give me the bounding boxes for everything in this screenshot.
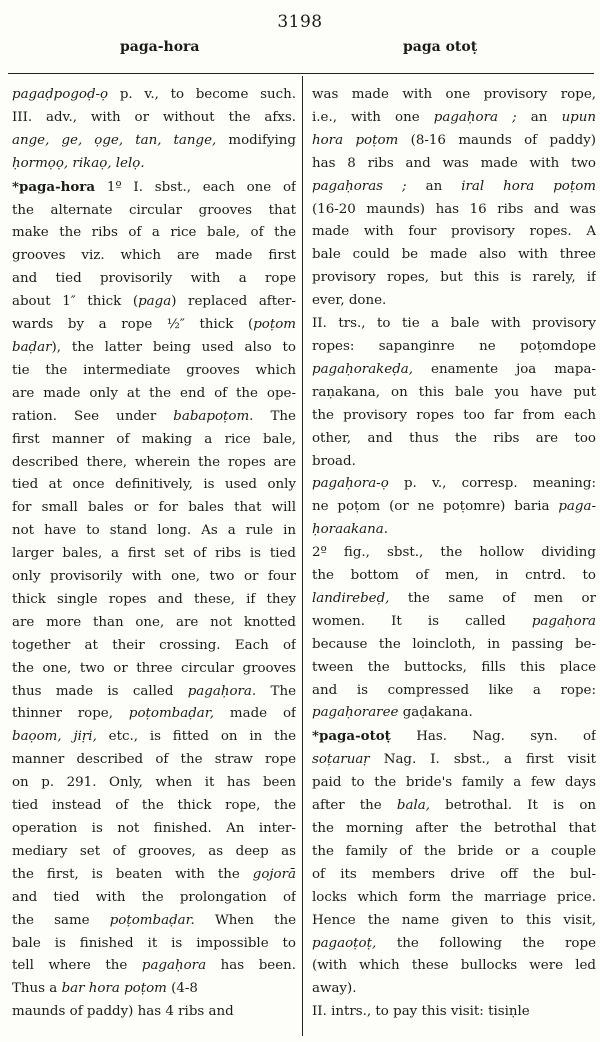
text-line <box>12 955 296 978</box>
text-line <box>312 795 596 818</box>
text-line <box>312 887 596 910</box>
text-run: 2º fig., sbst., the hollow dividing <box>312 545 596 561</box>
text-line <box>312 588 596 611</box>
text-run: betrothal. It is on <box>429 798 596 814</box>
text-run: was made with one provisory rope, <box>312 87 596 102</box>
text-line <box>12 589 296 612</box>
text-run: and is compressed like a rope: <box>312 682 596 698</box>
text-run: ration. See under <box>12 408 174 424</box>
text-run: etc., is fitted on in the <box>96 729 296 745</box>
text-line <box>312 336 596 359</box>
text-line <box>12 772 296 795</box>
text-run: Thus a <box>12 981 62 997</box>
text-run: locks which form the marriage price. <box>312 889 596 905</box>
text-line <box>312 772 596 795</box>
text-line <box>312 955 596 978</box>
italic-term: pagaḥora-ọ <box>312 476 389 492</box>
text-line <box>312 244 596 267</box>
text-run: together at their crossing. Each of <box>12 637 296 653</box>
italic-term: pagaḥoras ; <box>312 178 407 194</box>
text-run: the bottom of men, in cntrd. to <box>312 568 596 584</box>
text-line <box>312 657 596 680</box>
column-divider <box>302 76 303 1036</box>
italic-term: pagaḥorakeḍa, <box>312 361 414 377</box>
text-run: has been. <box>206 958 296 974</box>
italic-term: paga <box>138 294 172 310</box>
text-line <box>12 337 296 360</box>
text-line <box>12 543 296 566</box>
italic-term: pagaḥora. <box>187 683 257 699</box>
italic-term: babapoṭom. <box>173 408 254 424</box>
text-line <box>312 290 596 313</box>
text-run: thinner rope, <box>12 706 129 722</box>
text-line <box>12 200 296 223</box>
text-run: the same <box>12 912 110 928</box>
text-line <box>12 841 296 864</box>
text-line <box>312 130 596 153</box>
text-run: because the loincloth, in passing be- <box>312 636 596 652</box>
text-line <box>12 222 296 245</box>
running-head-right: paga otoṭ <box>403 39 478 55</box>
entry-headword: *paga-otoṭ <box>312 728 391 745</box>
italic-term: soṭaruaṛ <box>312 752 370 768</box>
text-line <box>12 268 296 291</box>
text-line <box>312 841 596 864</box>
text-run: the alternate circular grooves that <box>12 202 296 218</box>
text-run: an <box>516 109 562 125</box>
text-run: The <box>253 408 296 424</box>
text-run: about 1″ thick ( <box>12 294 139 310</box>
text-line <box>312 933 596 956</box>
italic-term: pagaḥoraree <box>312 705 399 721</box>
text-line <box>312 451 596 474</box>
text-run: tween the buttocks, fills this place <box>312 659 596 675</box>
italic-term: paga- <box>558 499 596 515</box>
text-run: first manner of making a rice bale, <box>12 431 296 447</box>
text-run: the first, is beaten with the <box>12 866 253 882</box>
text-run: are made only at the end of the ope- <box>12 385 296 401</box>
text-run: When the <box>194 912 296 928</box>
italic-term: pagaḥora ; <box>433 109 517 125</box>
text-run: ) replaced after- <box>171 294 296 310</box>
text-line <box>312 382 596 405</box>
text-run: provisory ropes, but this is rarely, if <box>312 270 596 286</box>
text-line <box>312 84 596 107</box>
text-run: mediary set of grooves, as deep as <box>12 843 296 859</box>
italic-term: bala, <box>396 798 430 814</box>
text-run: III. adv., with or without the afxs. <box>12 109 296 125</box>
text-run: thus made is called <box>12 683 188 699</box>
text-run: broad. <box>312 453 356 469</box>
italic-term: poṭom <box>253 317 296 333</box>
text-line <box>312 725 596 749</box>
text-line <box>12 291 296 314</box>
text-run: grooves viz. which are made first <box>12 248 296 264</box>
text-line <box>312 473 596 496</box>
text-run: ne poṭom (or ne poṭomre) baria <box>312 499 559 515</box>
text-run: tie the intermediate grooves which <box>12 362 296 378</box>
text-line <box>312 702 596 725</box>
text-run: an <box>406 178 462 194</box>
text-run: and tied with the prolongation of <box>12 889 296 905</box>
text-run: p. v., to become such. <box>108 87 296 102</box>
text-line <box>312 176 596 199</box>
text-line <box>12 520 296 543</box>
text-line <box>312 542 596 565</box>
italic-term: poṭombaḍar, <box>128 706 214 722</box>
text-line <box>12 429 296 452</box>
text-line <box>312 221 596 244</box>
italic-term: bar hora poṭom <box>61 981 167 997</box>
text-run: raṇakana, on this bale you have put <box>312 384 596 400</box>
text-line <box>12 314 296 337</box>
text-run: the one, two or three circular grooves <box>12 660 296 676</box>
text-run: the following the rope <box>376 935 596 951</box>
text-run: make the ribs of a rice bale, of the <box>12 225 296 241</box>
italic-term: baḍar <box>12 339 52 355</box>
text-run: bale is finished it is impossible to <box>12 935 296 951</box>
text-run: 1º I. sbst., each one of <box>95 179 296 195</box>
text-run: (with which these bullocks were led <box>312 958 596 974</box>
page-number: 3198 <box>277 12 323 32</box>
header-rule <box>8 73 594 74</box>
text-line <box>312 680 596 703</box>
text-line <box>312 267 596 290</box>
text-run: (8-16 maunds of paddy) <box>398 132 596 148</box>
text-line <box>12 474 296 497</box>
text-line <box>312 910 596 933</box>
text-run: (4-8 <box>166 981 198 997</box>
italic-term: poṭombaḍar. <box>109 912 195 928</box>
text-run: other, and thus the ribs are too <box>312 430 596 446</box>
text-line <box>12 749 296 772</box>
text-line <box>312 359 596 382</box>
text-line <box>312 749 596 772</box>
text-run: and tied provisorily with a rope <box>12 271 296 287</box>
text-line <box>312 496 596 519</box>
italic-term: pagaḍpogoḍ-ọ <box>12 87 109 102</box>
text-line <box>12 818 296 841</box>
text-line <box>12 107 296 130</box>
text-line <box>12 497 296 520</box>
text-line <box>12 406 296 429</box>
italic-term: pagaḥora <box>531 613 596 629</box>
text-run: tied at once definitively, is used only <box>12 477 296 493</box>
italic-term: pagaoṭoṭ, <box>312 935 377 951</box>
text-run: maunds of paddy) has 4 ribs and <box>12 1004 234 1020</box>
italic-term: hora poṭom <box>312 132 399 148</box>
text-line <box>12 84 296 107</box>
text-run: described there, wherein the ropes are <box>12 454 296 470</box>
text-line <box>312 313 596 336</box>
text-run: bale could be made also with three <box>312 247 596 263</box>
italic-term: baọom, jiṛi, <box>12 729 97 745</box>
text-line <box>312 519 596 542</box>
text-run: on p. 291. Only, when it has been <box>12 775 296 791</box>
text-run: tied instead of the thick rope, the <box>12 798 296 814</box>
text-line <box>312 818 596 841</box>
text-run: The <box>256 683 296 699</box>
text-run: ever, done. <box>312 293 387 309</box>
text-run: for small bales or for bales that will <box>12 500 296 516</box>
italic-term: iral hora poṭom <box>461 178 596 194</box>
text-line <box>312 428 596 451</box>
text-line <box>312 405 596 428</box>
text-run: Nag. I. sbst., a first visit <box>369 752 596 768</box>
text-line <box>12 153 296 176</box>
text-line <box>12 681 296 704</box>
right-column <box>312 84 596 1024</box>
italic-term: pagaḥora <box>141 958 207 974</box>
text-run: away). <box>312 981 357 997</box>
text-run: larger bales, a first set of ribs is tied <box>12 546 296 562</box>
text-line <box>12 887 296 910</box>
text-line <box>12 635 296 658</box>
text-line <box>12 726 296 749</box>
text-line <box>12 910 296 933</box>
italic-term: landirebeḍ, <box>312 590 390 606</box>
text-line <box>312 199 596 222</box>
text-run: gaḍakana. <box>398 705 473 721</box>
text-run: made with four provisory ropes. A <box>312 224 596 240</box>
text-line <box>12 130 296 153</box>
text-run: the provisory ropes too far from each <box>312 407 596 423</box>
text-line <box>12 176 296 200</box>
text-line <box>312 107 596 130</box>
text-line <box>12 245 296 268</box>
text-run: Has. Nag. syn. of <box>390 729 596 745</box>
text-run: Hence the name given to this visit, <box>312 912 596 928</box>
entry-headword: *paga-hora <box>12 178 96 195</box>
italic-term: ḥoraakana. <box>312 522 389 538</box>
text-line <box>312 1001 596 1024</box>
text-run: tell where the <box>12 958 142 974</box>
text-run: only provisorily with one, two or four <box>12 569 296 585</box>
text-line <box>12 566 296 589</box>
italic-term: ange, ge, ọge, tan, tange, <box>12 132 217 148</box>
italic-term: ḥormọọ, rikaọ, lelọ. <box>12 155 145 171</box>
text-line <box>312 978 596 1001</box>
text-line <box>12 452 296 475</box>
text-line <box>12 978 296 1001</box>
text-run: women. It is called <box>312 613 532 629</box>
text-line <box>12 1001 296 1024</box>
text-line <box>12 864 296 887</box>
text-run: modifying <box>216 132 296 148</box>
text-line <box>312 611 596 634</box>
text-run: (16-20 maunds) has 16 ribs and was <box>312 201 596 217</box>
text-run: wards by a rope ½″ thick ( <box>12 317 254 333</box>
text-run: II. intrs., to pay this visit: tisiṇle <box>312 1004 530 1020</box>
italic-term: upun <box>561 109 596 125</box>
text-line <box>12 360 296 383</box>
text-run: II. trs., to tie a bale with provisory <box>312 316 596 332</box>
text-run: of its members drive off the bul- <box>312 866 596 882</box>
text-run: the morning after the betrothal that <box>312 821 596 836</box>
text-line <box>312 864 596 887</box>
text-line <box>12 703 296 726</box>
text-run: manner described of the straw rope <box>12 752 296 768</box>
text-run: thick single ropes and these, if they <box>12 591 296 607</box>
text-line <box>12 383 296 406</box>
text-run: not have to stand long. As a rule in <box>12 523 296 539</box>
text-run: are more than one, are not knotted <box>12 614 296 630</box>
text-run: after the <box>312 798 397 814</box>
text-line <box>312 565 596 588</box>
text-run: enamente joa mapa- <box>413 361 596 377</box>
text-run: the same of men or <box>389 590 596 606</box>
text-line <box>12 658 296 681</box>
text-line <box>12 612 296 635</box>
left-column <box>12 84 296 1024</box>
text-line <box>312 153 596 176</box>
text-run: p. v., corresp. meaning: <box>388 476 596 492</box>
text-run: has 8 ribs and was made with two <box>312 155 596 171</box>
text-run: operation is not finished. An inter- <box>12 821 296 836</box>
text-run: the family of the bride or a couple <box>312 843 596 859</box>
text-run: paid to the bride's family a few days <box>312 775 596 791</box>
italic-term: gojorā <box>252 866 296 882</box>
text-line <box>312 634 596 657</box>
text-run: made of <box>213 706 296 722</box>
text-line <box>12 933 296 956</box>
text-run: ), the latter being used also to <box>51 339 296 355</box>
running-head-left: paga-hora <box>120 39 200 55</box>
text-run: i.e., with one <box>312 109 434 125</box>
text-run: ropes: sapanginre ne poṭomdope <box>312 338 596 354</box>
text-line <box>12 795 296 818</box>
